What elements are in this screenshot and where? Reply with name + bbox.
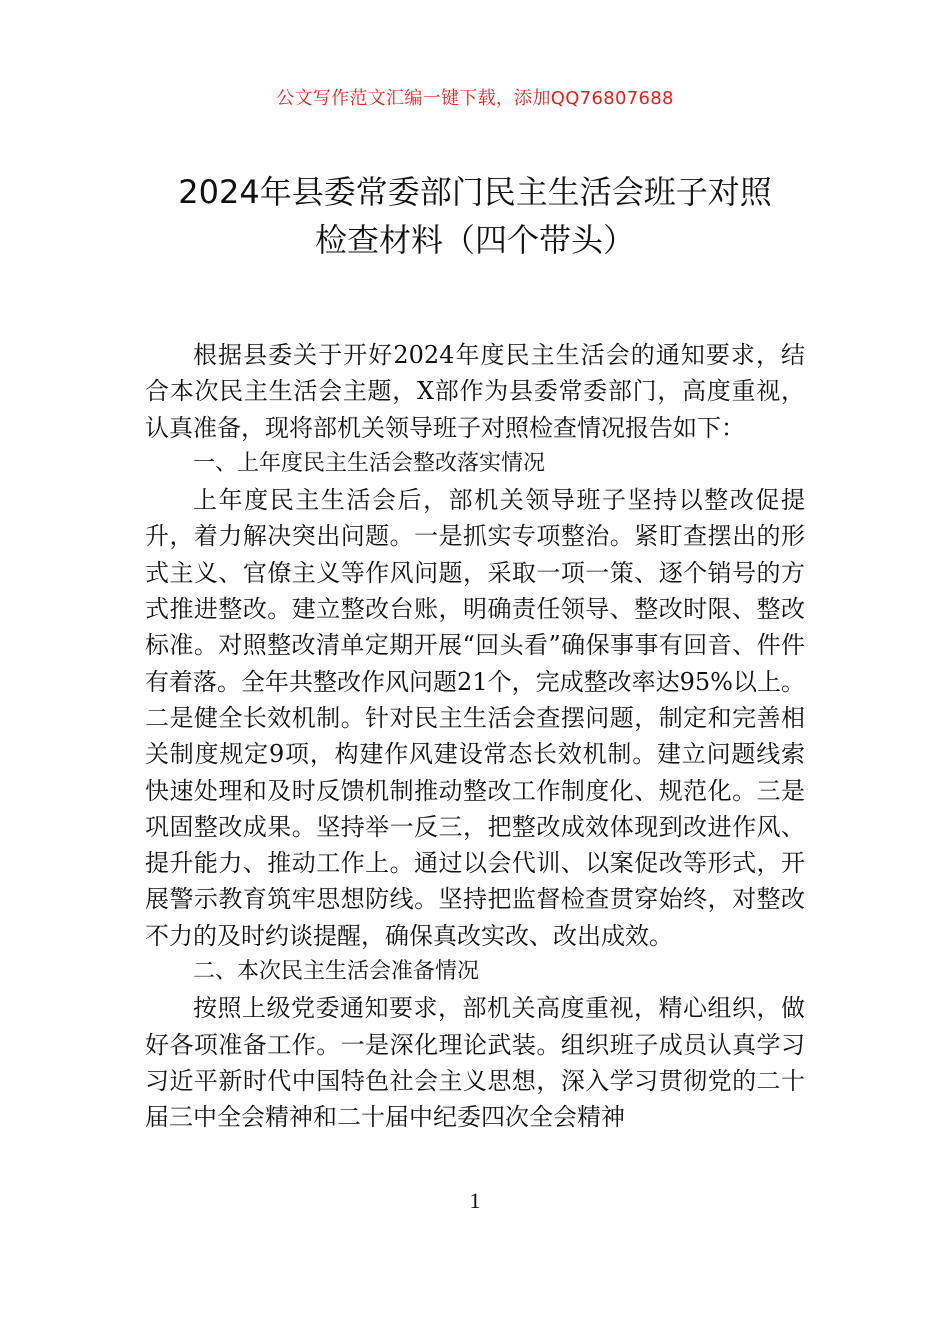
section-2-paragraph: 按照上级党委通知要求，部机关高度重视，精心组织，做好各项准备工作。一是深化理论武装。组织班子成员认真学习习近平新时代中国特色社会主义思想，深入学习贯彻党的二十届三中全会精神和二十届中纪委四次全会精神 <box>145 994 805 1132</box>
page-number: 1 <box>469 1188 481 1213</box>
section-1-heading: 一、上年度民主生活会整改落实情况 <box>193 450 546 476</box>
document-title-line-1: 2024年县委常委部门民主生活会班子对照 <box>178 173 772 211</box>
document-body <box>145 337 805 1136</box>
section-2-heading: 二、本次民主生活会准备情况 <box>193 959 480 985</box>
download-watermark: 公文写作范文汇编一键下载，添加QQ76807688 <box>276 88 674 109</box>
document-title-line-2: 检查材料（四个带头） <box>314 221 635 259</box>
intro-paragraph: 根据县委关于开好2024年度民主生活会的通知要求，结合本次民主生活会主题，X部作为县委常委部门，高度重视，认真准备，现将部机关领导班子对照检查情况报告如下： <box>145 341 805 442</box>
section-1-paragraph: 上年度民主生活会后，部机关领导班子坚持以整改促提升，着力解决突出问题。一是抓实专项整治。紧盯查摆出的形式主义、官僚主义等作风问题，采取一项一策、逐个销号的方式推进整改。建立整改台账，明确责任领导、整改时限、整改标准。对照整改清单定期开展“回头看”确保事事有回音、件件有着落。全年共整改作风问题21个，完成整改率达95%以上。二是健全长效机制。针对民主生活会查摆问题，制定和完善相关制度规定9项，构建作风建设常态长效机制。建立问题线索快速处理和及时反馈机制推动整改工作制度化、规范化。三是巩固整改成果。坚持举一反三，把整改成效体现到改进作风、提升能力、推动工作上。通过以会代训、以案促改等形式，开展警示教育筑牢思想防线。坚持把监督检查贯穿始终，对整改不力的及时约谈提醒，确保真改实改、改出成效。 <box>145 486 805 950</box>
